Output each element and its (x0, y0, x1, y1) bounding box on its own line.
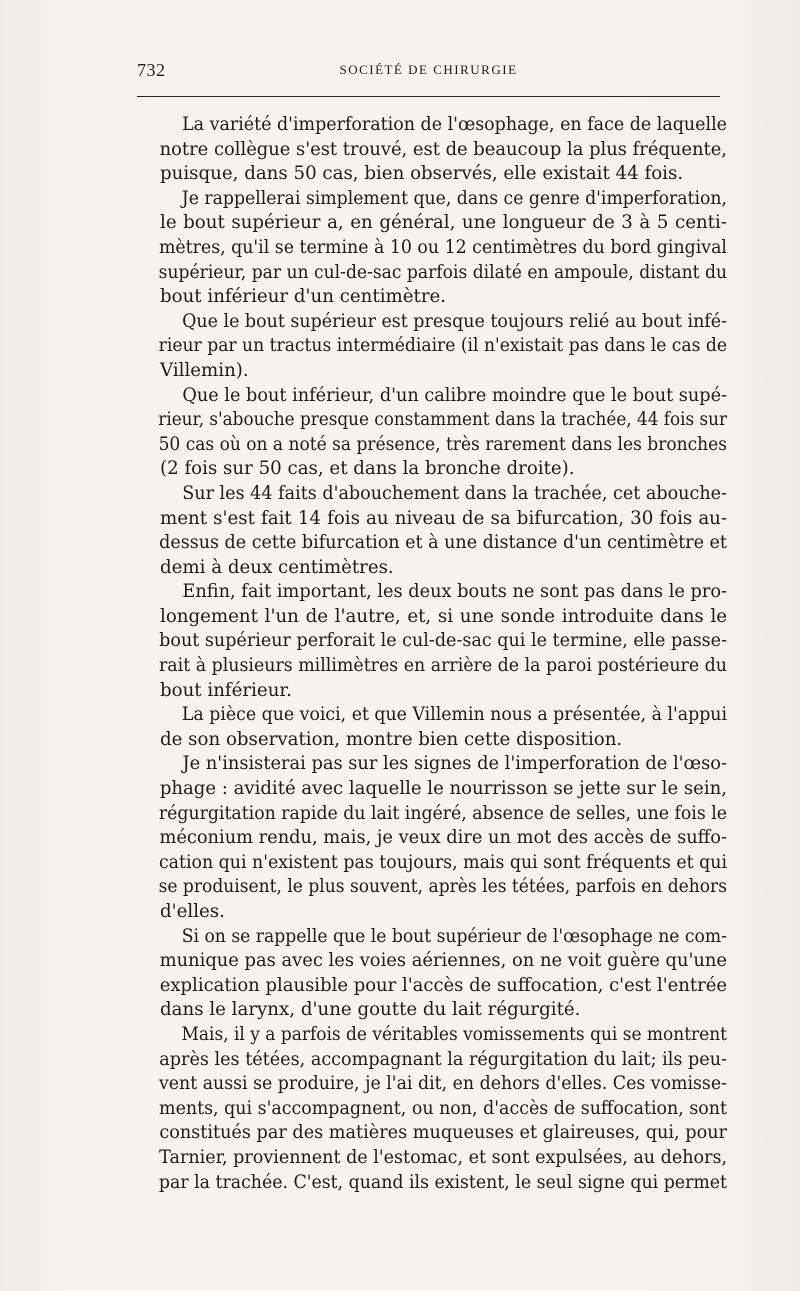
text-line: rieur par un tractus intermédiaire (il n'existait pas dans le cas de (158, 335, 728, 357)
text-line: notre collègue s'est trouvé, est de beaucoup la plus fréquente, (159, 138, 728, 160)
paragraph (137, 384, 727, 482)
text-line: supérieur, par un cul-de-sac parfois dilaté en ampoule, distant du (158, 261, 728, 283)
text-line: Que le bout supérieur est presque toujours relié au bout infé- (182, 310, 728, 332)
text-line: régurgitation rapide du lait ingéré, absence de selles, une fois le (158, 802, 727, 824)
text-line: La pièce que voici, et que Villemin nous a présentée, à l'appui (181, 704, 728, 726)
text-line: 50 cas où on a noté sa présence, très rarement dans les bronches (158, 433, 727, 455)
text-line: (2 fois sur 50 cas, et dans la bronche droite). (160, 458, 575, 480)
text-line: dessus de cette bifurcation et à une distance d'un centimètre et (159, 532, 727, 554)
text-line: Je n'insisterai pas sur les signes de l'imperforation de l'œso- (182, 753, 728, 775)
text-line: de son observation, montre bien cette disposition. (160, 728, 623, 750)
text-line: dans le larynx, d'une goutte du lait régurgité. (160, 999, 581, 1021)
text-line: phage : avidité avec laquelle le nourrisson se jette sur le sein, (159, 778, 727, 800)
text-line: Tarnier, proviennent de l'estomac, et sont expulsées, au dehors, (159, 1146, 728, 1168)
text-line: bout inférieur d'un centimètre. (160, 286, 447, 308)
text-line: demi à deux centimètres. (160, 556, 394, 578)
text-line: le bout supérieur a, en général, une longueur de 3 à 5 centi- (160, 212, 727, 234)
text-line: Villemin). (160, 359, 249, 381)
text-line: bout inférieur. (160, 679, 292, 701)
text-line: Que le bout inférieur, d'un calibre moindre que le bout supé- (182, 384, 728, 406)
text-line: explication plausible pour l'accès de suffocation, c'est l'entrée (159, 974, 728, 996)
paragraph (137, 703, 727, 752)
text-line: constitués par des matières muqueuses et glaireuses, qui, pour (159, 1122, 728, 1144)
text-line: Je rappellerai simplement que, dans ce genre d'imperforation, (181, 187, 727, 209)
text-line: méconium rendu, mais, je veux dire un mot des accès de suffo- (159, 827, 728, 849)
text-line: longement l'un de l'autre, et, si une sonde introduite dans le (160, 605, 728, 627)
page-number: 732 (137, 60, 166, 80)
text-line: Si on se rappelle que le bout supérieur de l'œsophage ne com- (181, 925, 727, 947)
text-line: mètres, qu'il se termine à 10 ou 12 centimètres du bord gingival (158, 236, 727, 258)
text-line: La variété d'imperforation de l'œsophage, en face de laquelle (182, 114, 727, 135)
page-header (137, 60, 720, 84)
text-line: d'elles. (160, 901, 225, 922)
paragraph (137, 925, 727, 1023)
text-line: ments, qui s'accompagnent, ou non, d'accès de suffocation, sont (159, 1097, 727, 1119)
header-divider (137, 96, 720, 97)
text-line: Enfin, fait important, les deux bouts ne sont pas dans le pro- (182, 581, 728, 603)
running-title: SOCIÉTÉ DE CHIRURGIE (339, 62, 518, 77)
body-text (137, 113, 727, 1195)
text-line: rieur, s'abouche presque constamment dans la trachée, 44 fois sur (158, 409, 728, 431)
text-line: ment s'est fait 14 fois au niveau de sa bifurcation, 30 fois au- (160, 507, 728, 529)
paragraph (137, 1023, 727, 1195)
text-line: se produisent, le plus souvent, après les tétées, parfois en dehors (158, 876, 728, 898)
text-line: Mais, il y a parfois de véritables vomissements qui se montrent (181, 1023, 728, 1045)
text-line: après les tétées, accompagnant la régurgitation du lait; ils peu- (159, 1048, 727, 1070)
paragraph (137, 310, 727, 384)
paragraph (137, 113, 727, 187)
paragraph (137, 752, 727, 924)
text-line: puisque, dans 50 cas, bien observés, elle existait 44 fois. (160, 163, 684, 185)
text-line: vent aussi se produire, je l'ai dit, en dehors d'elles. Ces vomisse- (158, 1073, 727, 1095)
text-line: rait à plusieurs millimètres en arrière de la paroi postérieure du (158, 655, 727, 677)
paragraph (137, 580, 727, 703)
paragraph (137, 187, 727, 310)
text-line: Sur les 44 faits d'abouchement dans la trachée, cet abouche- (182, 482, 727, 504)
text-line: bout supérieur perforait le cul-de-sac qui le termine, elle passe- (159, 630, 728, 652)
text-line: cation qui n'existent pas toujours, mais qui sont fréquents et qui (158, 851, 727, 873)
text-line: munique pas avec les voies aériennes, on ne voit guère qu'une (159, 950, 728, 972)
text-line: par la trachée. C'est, quand ils existent, le seul signe qui permet (158, 1171, 728, 1193)
paragraph (137, 482, 727, 580)
